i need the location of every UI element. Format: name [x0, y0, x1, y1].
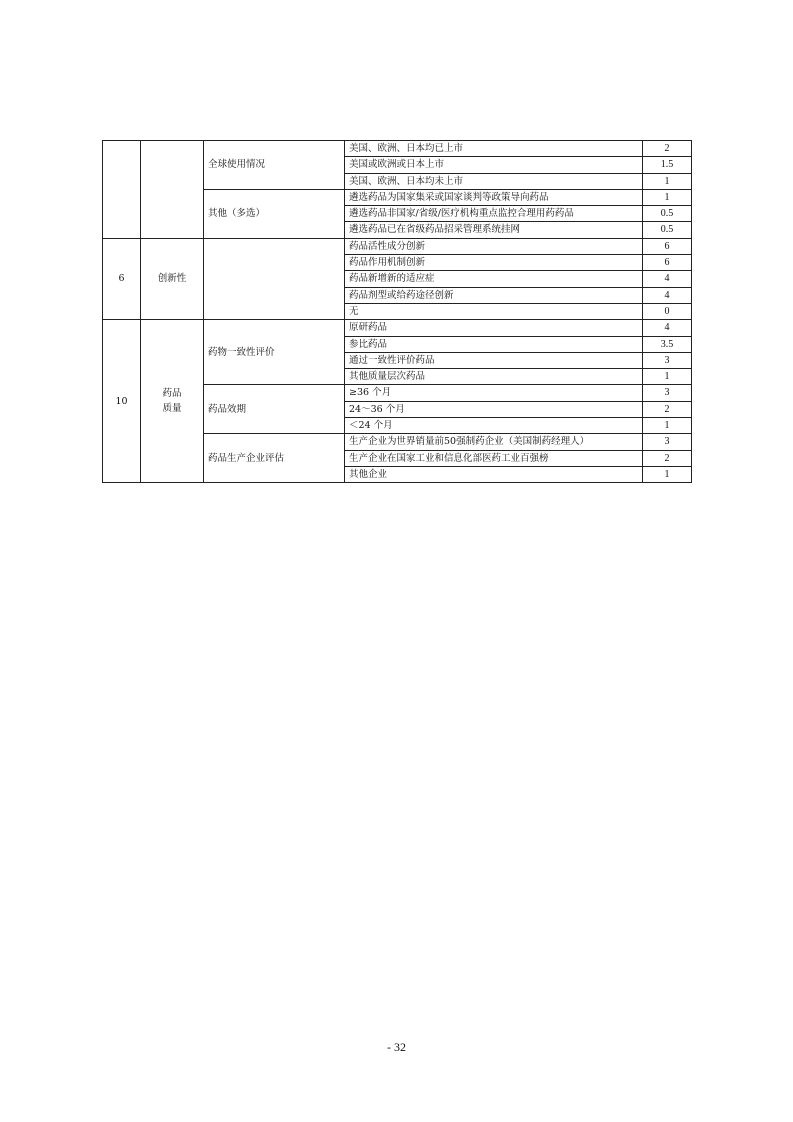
option-cell: 遴选药品已在省级药品招采管理系统挂网 [345, 222, 643, 238]
option-cell: 参比药品 [345, 336, 643, 352]
category-line: 药品 [162, 387, 182, 399]
category-cell [141, 320, 204, 483]
option-cell: ＜24 个月 [345, 418, 643, 434]
score-cell: 4 [643, 271, 692, 287]
score-cell: 0 [643, 303, 692, 319]
option-cell: 药品新增新的适应症 [345, 271, 643, 287]
score-cell: 1.5 [643, 157, 692, 173]
item-cell: 药物一致性评价 [204, 320, 345, 385]
row-number-cell: 6 [103, 238, 141, 319]
category-line: 质量 [162, 403, 182, 415]
score-cell: 3 [643, 434, 692, 450]
table-row [103, 141, 692, 157]
option-cell: 无 [345, 303, 643, 319]
score-cell: 4 [643, 287, 692, 303]
option-cell: 通过一致性评价药品 [345, 352, 643, 368]
score-cell: 3 [643, 385, 692, 401]
category-cell: 创新性 [141, 238, 204, 319]
score-cell: 2 [643, 401, 692, 417]
page-number: - 32 [387, 1040, 406, 1054]
score-cell: 2 [643, 450, 692, 466]
option-cell: ≥36 个月 [345, 385, 643, 401]
score-cell: 6 [643, 255, 692, 271]
option-cell: 药品活性成分创新 [345, 238, 643, 254]
score-cell: 4 [643, 320, 692, 336]
option-cell: 遴选药品非国家/省级/医疗机构重点监控合理用药药品 [345, 206, 643, 222]
option-cell: 美国、欧洲、日本均已上市 [345, 141, 643, 157]
row-number-cell: 10 [103, 320, 141, 483]
option-cell: 生产企业在国家工业和信息化部医药工业百强榜 [345, 450, 643, 466]
option-cell: 原研药品 [345, 320, 643, 336]
option-cell: 药品剂型或给药途径创新 [345, 287, 643, 303]
item-cell: 药品效期 [204, 385, 345, 434]
option-cell: 24～36 个月 [345, 401, 643, 417]
item-cell: 药品生产企业评估 [204, 434, 345, 483]
item-cell: 全球使用情况 [204, 141, 345, 190]
score-cell: 1 [643, 418, 692, 434]
row-number-cell [103, 141, 141, 239]
score-cell: 1 [643, 189, 692, 205]
category-cell [141, 141, 204, 239]
score-cell: 3 [643, 352, 692, 368]
score-cell: 2 [643, 141, 692, 157]
option-cell: 其他质量层次药品 [345, 369, 643, 385]
option-cell: 生产企业为世界销量前50强制药企业（美国制药经理人） [345, 434, 643, 450]
score-cell: 0.5 [643, 206, 692, 222]
table-row [103, 320, 692, 336]
table-row [103, 238, 692, 254]
item-cell [204, 238, 345, 319]
score-cell: 1 [643, 173, 692, 189]
option-cell: 美国或欧洲或日本上市 [345, 157, 643, 173]
item-cell: 其他（多选） [204, 189, 345, 238]
option-cell: 其他企业 [345, 466, 643, 482]
score-cell: 3.5 [643, 336, 692, 352]
option-cell: 遴选药品为国家集采或国家谈判等政策导向药品 [345, 189, 643, 205]
score-cell: 6 [643, 238, 692, 254]
drug-evaluation-table [102, 140, 692, 483]
score-cell: 0.5 [643, 222, 692, 238]
option-cell: 美国、欧洲、日本均未上市 [345, 173, 643, 189]
option-cell: 药品作用机制创新 [345, 255, 643, 271]
score-cell: 1 [643, 369, 692, 385]
score-cell: 1 [643, 466, 692, 482]
